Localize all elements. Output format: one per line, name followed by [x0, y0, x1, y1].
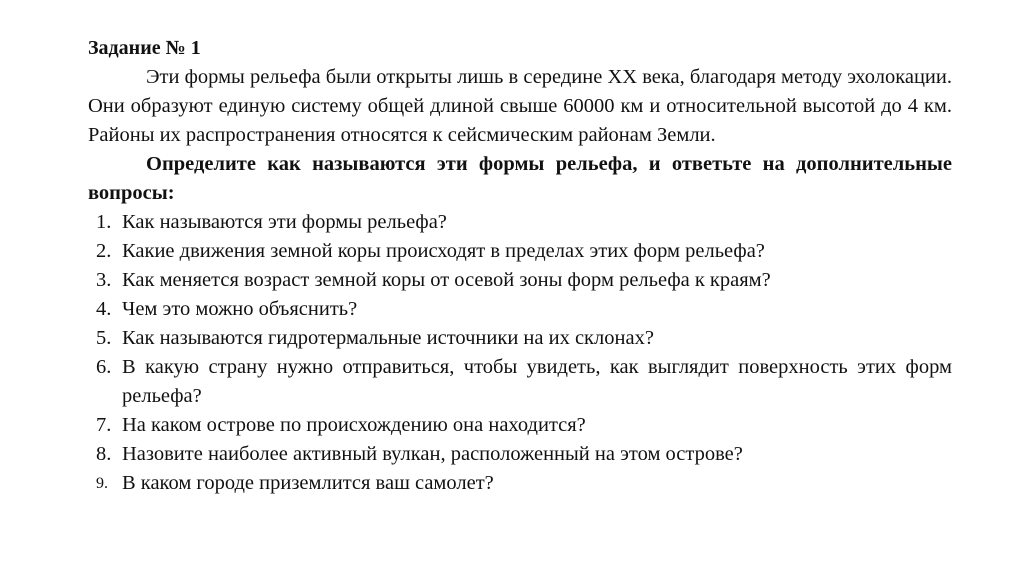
question-number: 2. [96, 240, 112, 262]
question-number: 4. [96, 298, 112, 320]
question-item [88, 295, 952, 324]
question-list [88, 208, 952, 498]
question-item [88, 237, 952, 266]
question-item [88, 208, 952, 237]
document [88, 34, 952, 498]
question-number: 6. [96, 356, 112, 378]
question-number: 5. [96, 327, 112, 349]
question-item [88, 469, 952, 498]
question-text: На каком острове по происхождению она находится? [122, 414, 586, 436]
question-number: 7. [96, 414, 112, 436]
question-text: Какие движения земной коры происходят в пределах этих форм рельефа? [122, 240, 765, 262]
task-instruction: Определите как называются эти формы рельефа, и ответьте на дополнительные вопросы: [88, 153, 952, 204]
question-item [88, 324, 952, 353]
question-item [88, 411, 952, 440]
question-text: В каком городе приземлится ваш самолет? [122, 472, 494, 494]
question-number: 1. [96, 211, 112, 233]
question-item [88, 266, 952, 295]
task-title: Задание № 1 [88, 37, 201, 59]
question-text: Как называются эти формы рельефа? [122, 211, 447, 233]
question-text: Как называются гидротермальные источники на их склонах? [122, 327, 654, 349]
question-text: В какую страну нужно отправиться, чтобы увидеть, как выглядит поверхность этих форм рельефа? [122, 356, 952, 407]
question-item [88, 353, 952, 411]
question-number: 9. [96, 475, 108, 492]
question-text: Назовите наиболее активный вулкан, расположенный на этом острове? [122, 443, 743, 465]
question-text: Как меняется возраст земной коры от осевой зоны форм рельефа к краям? [122, 269, 771, 291]
question-number: 8. [96, 443, 112, 465]
question-number: 3. [96, 269, 112, 291]
question-text: Чем это можно объяснить? [122, 298, 358, 320]
question-item [88, 440, 952, 469]
task-paragraph: Эти формы рельефа были открыты лишь в середине XX века, благодаря методу эхолокации. Они образуют единую систему общей длиной свыше 60000 км и относительной высотой до 4 км. Районы их распространения относятся к сейсмическим районам Земли. [88, 66, 952, 146]
